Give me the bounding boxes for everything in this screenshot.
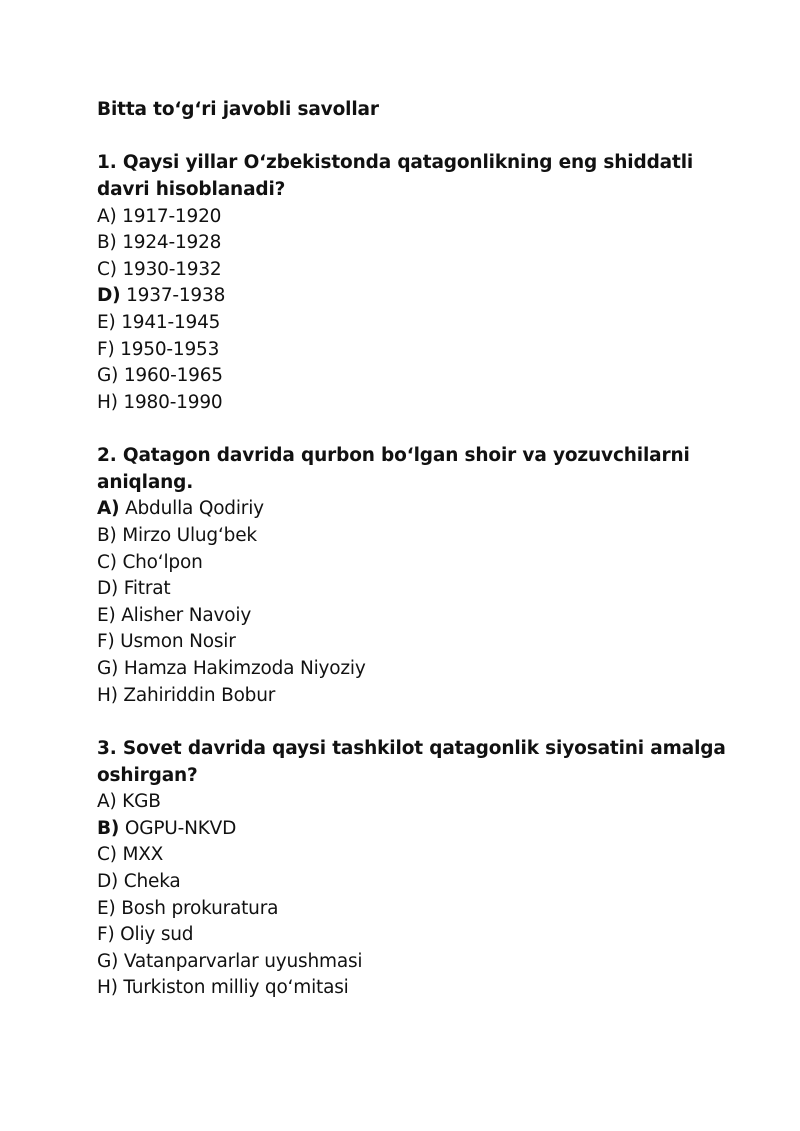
option-text: 1960-1965: [123, 365, 223, 387]
option-text: 1917-1920: [122, 205, 222, 227]
option-letter: C): [97, 844, 117, 866]
option-letter: H): [97, 684, 118, 706]
option-letter: G): [97, 365, 119, 387]
option-letter: C): [97, 258, 117, 280]
option-text: Mirzo Ulug‘bek: [122, 525, 257, 547]
option-text: Vatanparvarlar uyushmasi: [123, 950, 363, 972]
option-letter: B): [97, 817, 120, 839]
option-text: Fitrat: [123, 578, 171, 600]
option-letter: D): [97, 578, 119, 600]
option-letter: F): [97, 338, 115, 360]
option-text: Zahiriddin Bobur: [123, 684, 276, 706]
option-letter: H): [97, 391, 118, 413]
options-list: [97, 789, 737, 1002]
option-text: 1980-1990: [123, 391, 223, 413]
question-2: [97, 443, 737, 709]
option-text: 1924-1928: [122, 232, 222, 254]
option-text: Cho‘lpon: [122, 551, 203, 573]
option-f: [97, 337, 737, 364]
option-text: Bosh prokuratura: [121, 897, 279, 919]
option-d: [97, 283, 737, 310]
option-letter: G): [97, 950, 119, 972]
option-letter: C): [97, 551, 117, 573]
option-b: [97, 816, 737, 843]
question-text: 2. Qatagon davrida qurbon bo‘lgan shoir va yozuvchilarni aniqlang.: [97, 445, 690, 493]
option-e: [97, 310, 737, 337]
option-text: Turkiston milliy qo‘mitasi: [123, 977, 349, 999]
option-letter: D): [97, 870, 119, 892]
option-letter: G): [97, 658, 119, 680]
option-f: [97, 922, 737, 949]
option-e: [97, 896, 737, 923]
option-d: [97, 576, 737, 603]
option-text: Hamza Hakimzoda Niyoziy: [123, 658, 366, 680]
option-text: Abdulla Qodiriy: [125, 498, 264, 520]
option-letter: E): [97, 604, 116, 626]
option-text: Cheka: [123, 870, 181, 892]
option-text: Usmon Nosir: [120, 631, 236, 653]
option-text: KGB: [122, 791, 161, 813]
option-letter: E): [97, 897, 116, 919]
document-page: [97, 97, 737, 1002]
options-list: [97, 204, 737, 417]
option-h: [97, 683, 737, 710]
option-text: MXX: [122, 844, 164, 866]
option-b: [97, 230, 737, 257]
option-text: 1937-1938: [126, 285, 226, 307]
question-1: [97, 150, 737, 416]
option-letter: A): [97, 205, 117, 227]
question-3: [97, 736, 737, 1002]
option-g: [97, 949, 737, 976]
option-letter: A): [97, 498, 120, 520]
option-b: [97, 523, 737, 550]
option-f: [97, 629, 737, 656]
option-a: [97, 496, 737, 523]
option-e: [97, 603, 737, 630]
option-c: [97, 842, 737, 869]
option-text: Alisher Navoiy: [121, 604, 252, 626]
option-c: [97, 550, 737, 577]
options-list: [97, 496, 737, 709]
option-h: [97, 975, 737, 1002]
option-text: OGPU-NKVD: [124, 817, 237, 839]
option-d: [97, 869, 737, 896]
question-text: 3. Sovet davrida qaysi tashkilot qatagonlik siyosatini amalga oshirgan?: [97, 737, 726, 786]
question-text: 1. Qaysi yillar O‘zbekistonda qatagonlikning eng shiddatli davri hisoblanadi?: [97, 152, 694, 200]
option-letter: H): [97, 977, 118, 999]
option-letter: E): [97, 312, 116, 334]
option-c: [97, 257, 737, 284]
option-a: [97, 204, 737, 231]
option-g: [97, 656, 737, 683]
option-a: [97, 789, 737, 816]
option-letter: A): [97, 791, 117, 813]
option-text: 1941-1945: [121, 312, 221, 334]
option-h: [97, 390, 737, 417]
option-g: [97, 363, 737, 390]
document-title: Bitta to‘g‘ri javobli savollar: [97, 99, 379, 120]
option-letter: F): [97, 924, 115, 946]
option-text: 1930-1932: [122, 258, 222, 280]
option-letter: D): [97, 285, 121, 307]
option-letter: B): [97, 232, 117, 254]
option-letter: F): [97, 631, 115, 653]
option-text: Oliy sud: [120, 924, 194, 946]
option-text: 1950-1953: [120, 338, 220, 360]
option-letter: B): [97, 525, 117, 547]
